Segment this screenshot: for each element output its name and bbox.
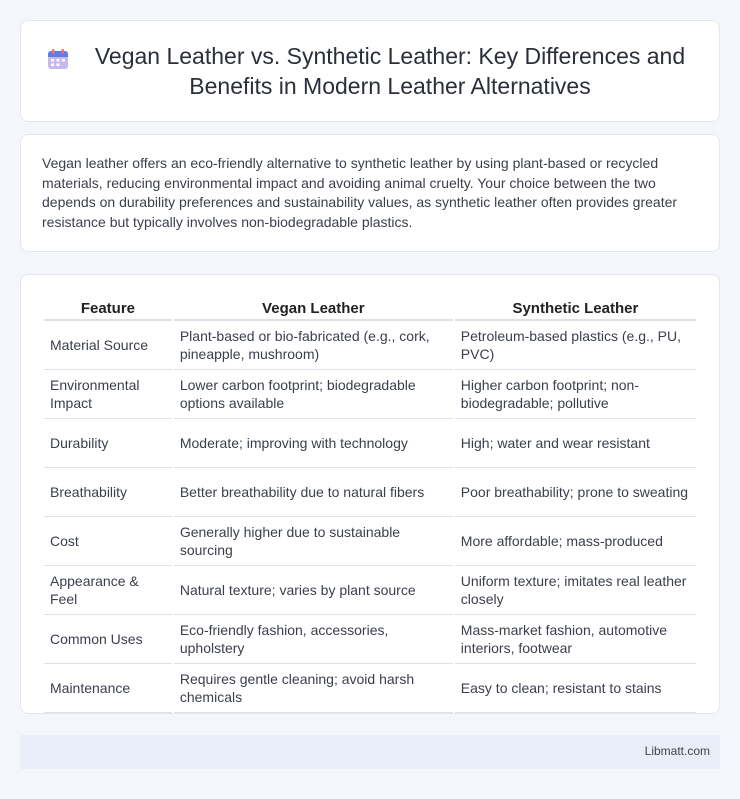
page-title: Vegan Leather vs. Synthetic Leather: Key Differences and Benefits in Modern Leather Alternatives (94, 43, 686, 99)
table-header-row (44, 295, 696, 321)
vegan-cell: Requires gentle cleaning; avoid harsh chemicals (174, 664, 453, 713)
header-vegan-leather: Vegan Leather (174, 295, 453, 321)
feature-cell: Common Uses (44, 615, 172, 664)
feature-cell: Environmental Impact (44, 370, 172, 419)
synthetic-cell: Mass-market fashion, automotive interiors, footwear (455, 615, 696, 664)
synthetic-cell: More affordable; mass-produced (455, 517, 696, 566)
vegan-cell: Better breathability due to natural fibers (174, 468, 453, 517)
vegan-cell: Eco-friendly fashion, accessories, upholstery (174, 615, 453, 664)
header-card (20, 20, 720, 122)
vegan-cell: Generally higher due to sustainable sourcing (174, 517, 453, 566)
synthetic-cell: Uniform texture; imitates real leather closely (455, 566, 696, 615)
feature-cell: Maintenance (44, 664, 172, 713)
table-row (44, 468, 696, 517)
synthetic-cell: Easy to clean; resistant to stains (455, 664, 696, 713)
table-row (44, 566, 696, 615)
footer-brand-link[interactable]: Libmatt.com (644, 744, 710, 758)
table-row (44, 321, 696, 370)
footer (20, 735, 720, 769)
comparison-table (42, 295, 698, 713)
table-row (44, 370, 696, 419)
synthetic-cell: Higher carbon footprint; non-biodegradable; pollutive (455, 370, 696, 419)
table-row (44, 615, 696, 664)
vegan-cell: Lower carbon footprint; biodegradable options available (174, 370, 453, 419)
vegan-cell: Natural texture; varies by plant source (174, 566, 453, 615)
summary-card (20, 134, 720, 252)
vegan-cell: Moderate; improving with technology (174, 419, 453, 468)
feature-cell: Material Source (44, 321, 172, 370)
header-feature: Feature (44, 295, 172, 321)
table-row (44, 517, 696, 566)
table-row (44, 664, 696, 713)
feature-cell: Appearance & Feel (44, 566, 172, 615)
feature-cell: Breathability (44, 468, 172, 517)
comparison-table-card (20, 274, 720, 714)
header-synthetic-leather: Synthetic Leather (455, 295, 696, 321)
vegan-cell: Plant-based or bio-fabricated (e.g., cork, pineapple, mushroom) (174, 321, 453, 370)
feature-cell: Cost (44, 517, 172, 566)
feature-cell: Durability (44, 419, 172, 468)
synthetic-cell: Petroleum-based plastics (e.g., PU, PVC) (455, 321, 696, 370)
table-row (44, 419, 696, 468)
summary-text: Vegan leather offers an eco-friendly alternative to synthetic leather by using plant-based or recycled materials, reducing environmental impact and avoiding animal cruelty. Your choice between the two depends on durability preferences and sustainability values, as synthetic leather often provides greater resistance but typically involves non-biodegradable plastics. (42, 155, 678, 230)
synthetic-cell: High; water and wear resistant (455, 419, 696, 468)
synthetic-cell: Poor breathability; prone to sweating (455, 468, 696, 517)
